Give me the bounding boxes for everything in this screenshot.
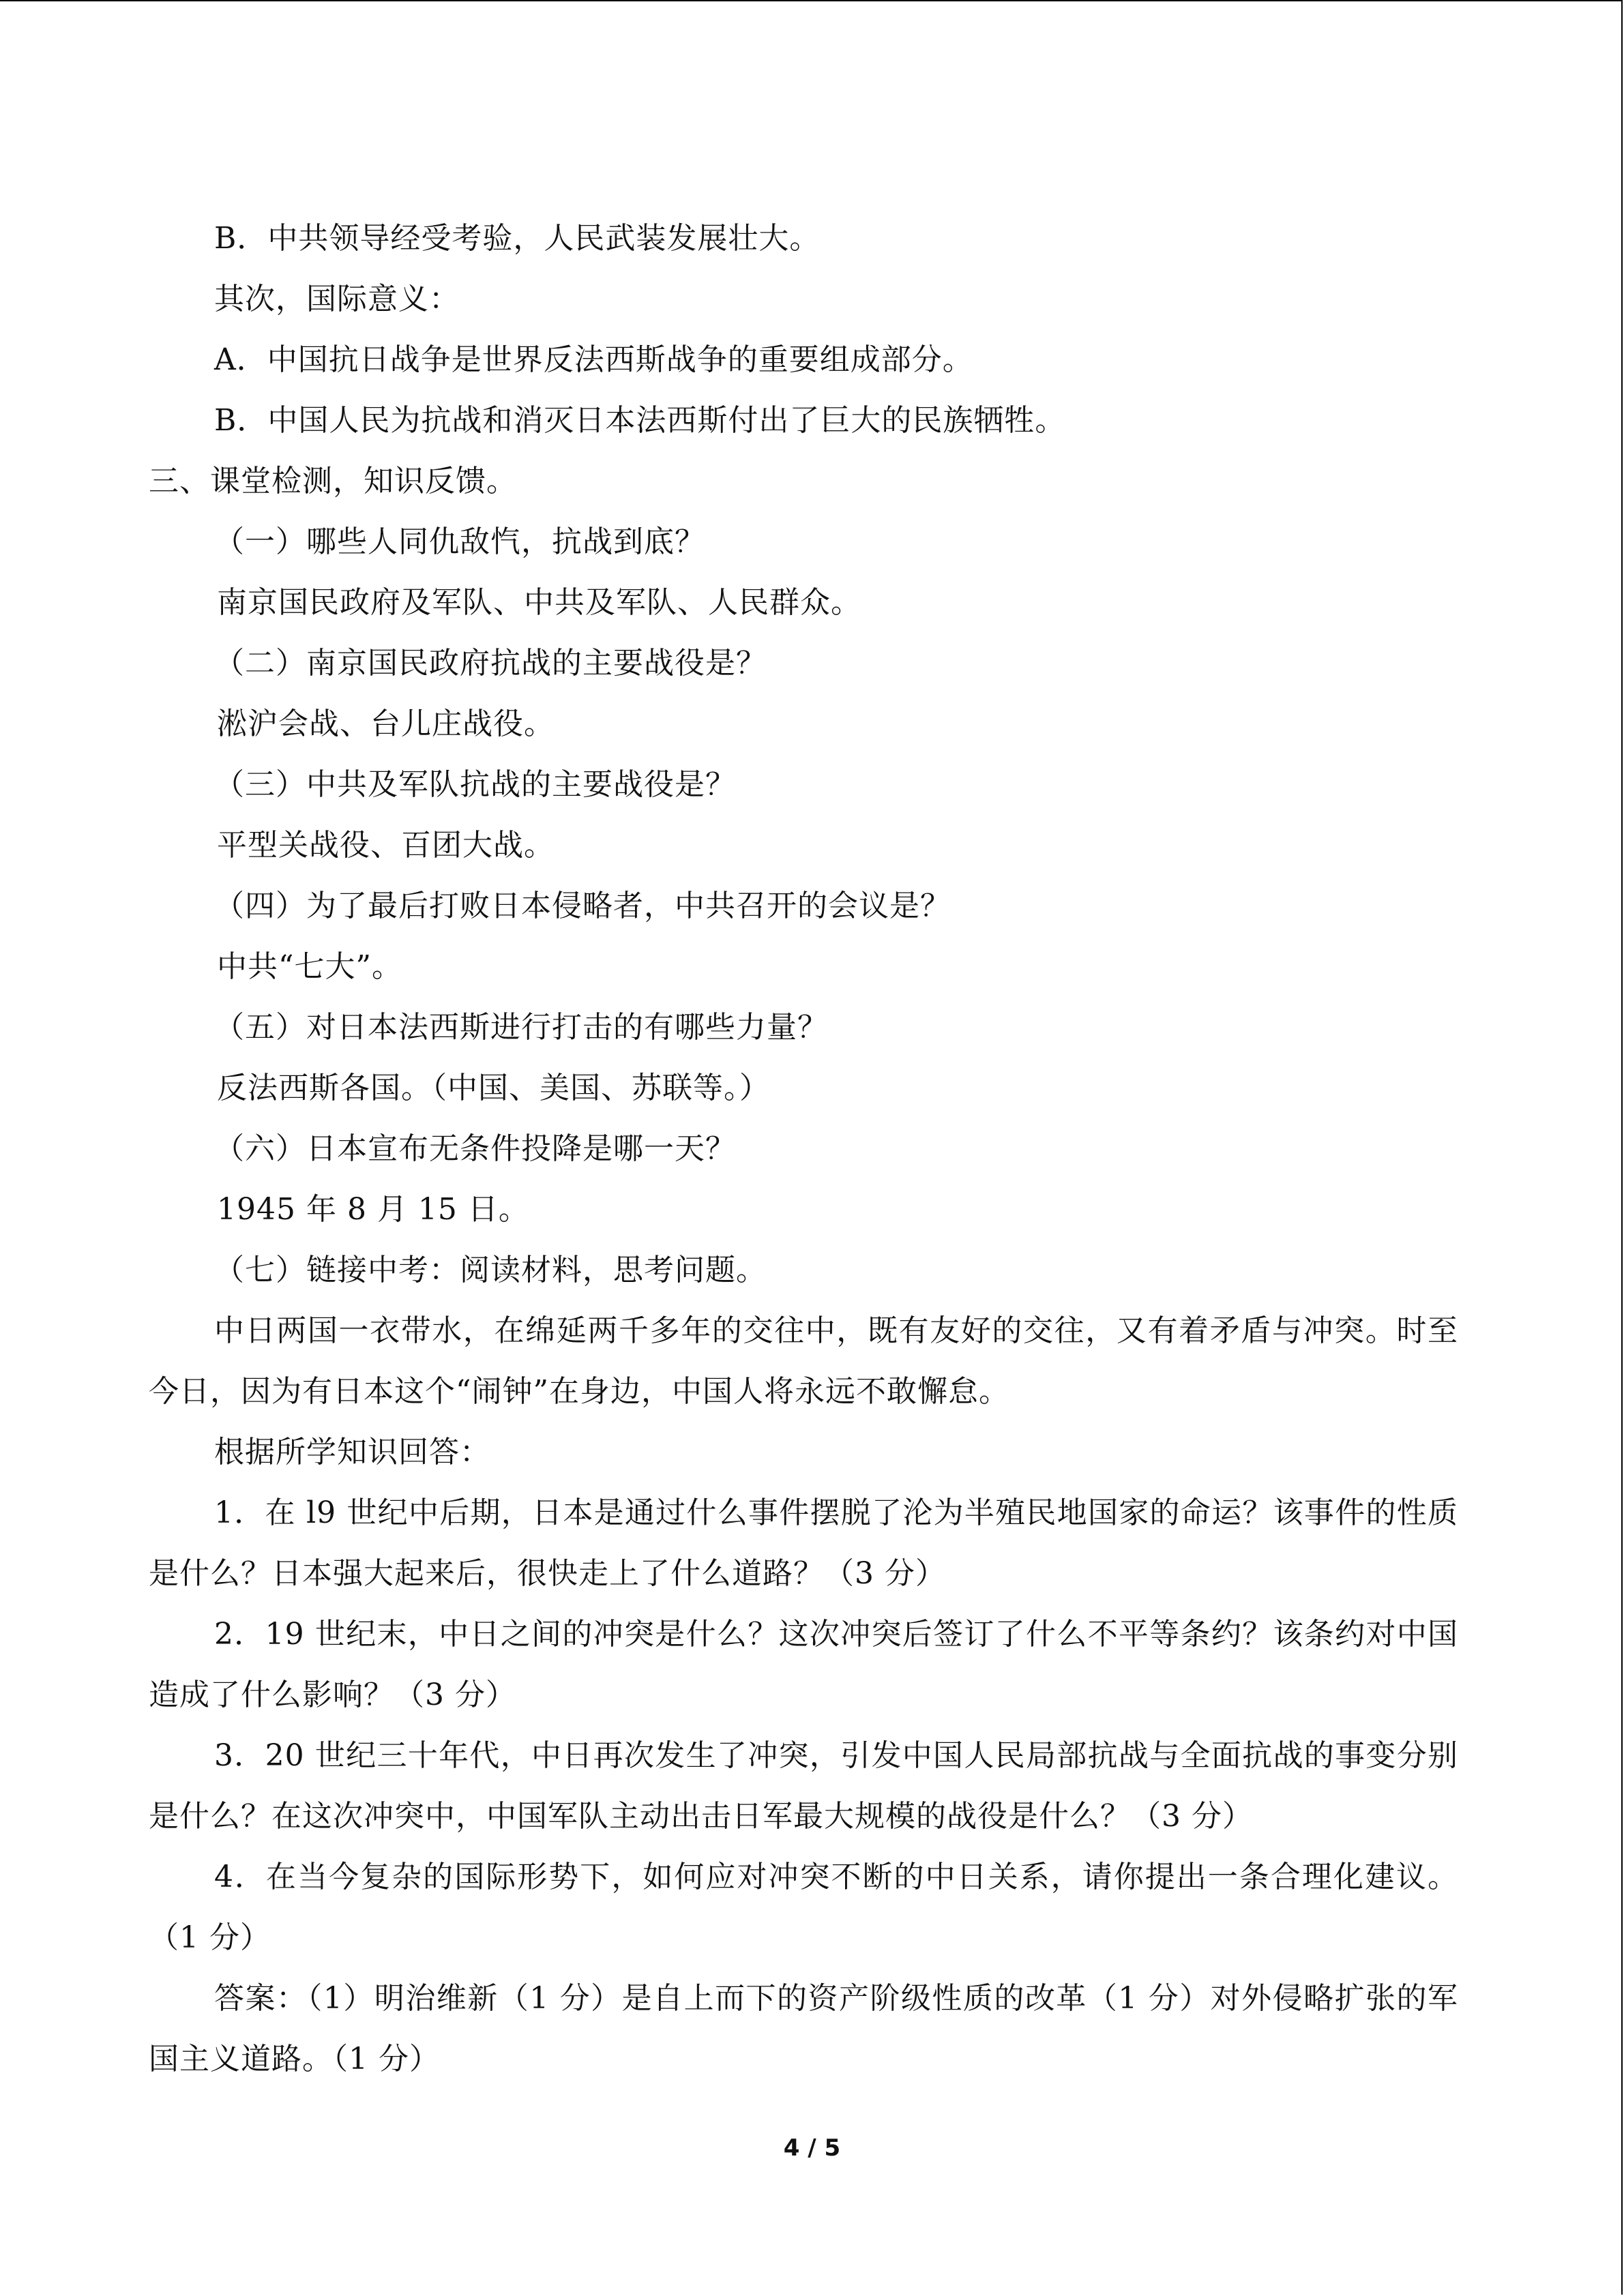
answer-line: 平型关战役、百团大战。	[217, 828, 555, 863]
answer-line: 中共“七大”。	[217, 949, 402, 984]
section-heading: 三、课堂检测，知识反馈。	[149, 464, 517, 498]
answer-line: 反法西斯各国。（中国、美国、苏联等。）	[217, 1071, 770, 1105]
exam-question: 2．19 世纪末，中日之间的冲突是什么？这次冲突后签订了什么不平等条约？该条约对中国造成了什么影响？（3 分）	[149, 1617, 1458, 1712]
answer-line: 1945 年 8 月 15 日。	[217, 1192, 529, 1227]
question-heading: （六）日本宣布无条件投降是哪一天？	[214, 1131, 736, 1166]
exam-question: 3．20 世纪三十年代，中日再次发生了冲突，引发中国人民局部抗战与全面抗战的事变分别是什么？在这次冲突中，中国军队主动出击日军最大规模的战役是什么？（3 分）	[149, 1738, 1458, 1834]
text-line: A．中国抗日战争是世界反法西斯战争的重要组成部分。	[214, 342, 973, 377]
text-line: B．中国人民为抗战和消灭日本法西斯付出了巨大的民族牺牲。	[214, 403, 1066, 438]
reading-material: 中日两国一衣带水，在绵延两千多年的交往中，既有友好的交往，又有着矛盾与冲突。时至今日，因为有日本这个“闹钟”在身边，中国人将永远不敢懈怠。	[149, 1313, 1458, 1409]
document-body	[149, 208, 1458, 2089]
question-heading: （二）南京国民政府抗战的主要战役是？	[214, 646, 767, 681]
answer-text: 答案：（1）明治维新（1 分）是自上而下的资产阶级性质的改革（1 分）对外侵略扩张的军国主义道路。（1 分）	[149, 1981, 1458, 2076]
question-heading: （七）链接中考：阅读材料，思考问题。	[214, 1253, 767, 1287]
question-heading: （一）哪些人同仇敌忾，抗战到底？	[214, 524, 705, 559]
exam-question: 1．在 l9 世纪中后期，日本是通过什么事件摆脱了沦为半殖民地国家的命运？该事件的性质是什么？日本强大起来后，很快走上了什么道路？（3 分）	[149, 1495, 1458, 1591]
question-heading: （四）为了最后打败日本侵略者，中共召开的会议是？	[214, 889, 951, 923]
text-line: 其次，国际意义：	[214, 282, 460, 316]
page-number: 4 / 5	[783, 2134, 841, 2162]
answer-line: 南京国民政府及军队、中共及军队、人民群众。	[217, 585, 861, 620]
answer-prompt: 根据所学知识回答：	[214, 1435, 490, 1470]
answer-line: 淞沪会战、台儿庄战役。	[217, 706, 555, 741]
question-heading: （三）中共及军队抗战的主要战役是？	[214, 767, 736, 802]
question-heading: （五）对日本法西斯进行打击的有哪些力量？	[214, 1010, 828, 1045]
text-line: B．中共领导经受考验，人民武装发展壮大。	[214, 221, 821, 256]
exam-question: 4．在当今复杂的国际形势下，如何应对冲突不断的中日关系，请你提出一条合理化建议。（1 分）	[149, 1860, 1458, 1955]
